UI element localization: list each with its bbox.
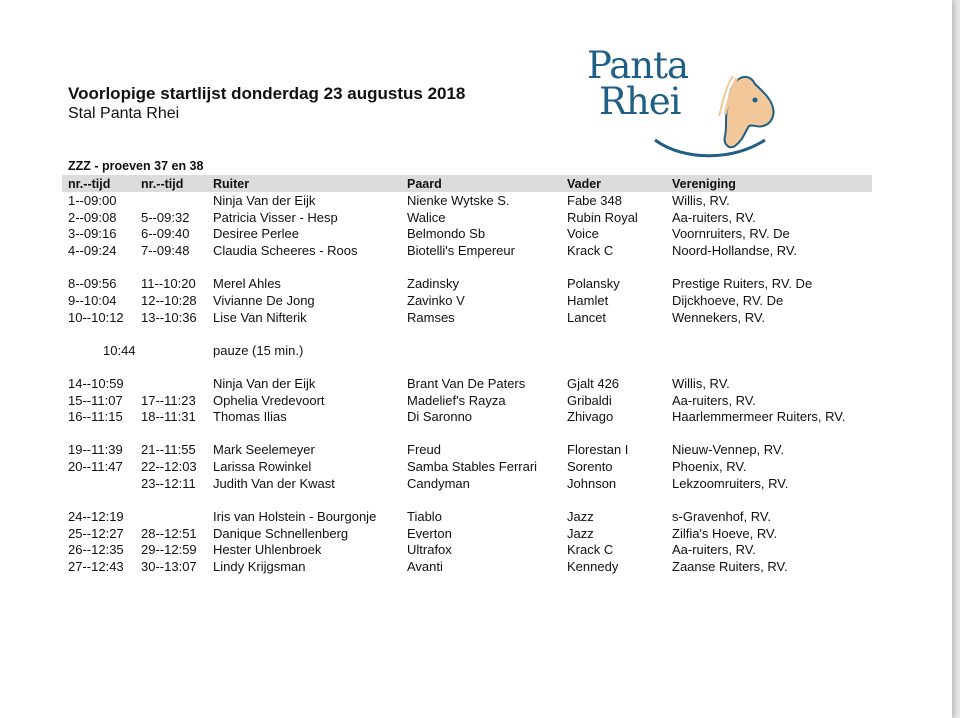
- vader-cell: Kennedy: [567, 559, 619, 574]
- start-nr-tijd-2: 18--11:31: [141, 409, 196, 424]
- ruiter-cell: Claudia Scheeres - Roos: [213, 243, 358, 258]
- start-nr-tijd-1: 10--10:12: [68, 310, 124, 325]
- ruiter-cell: Iris van Holstein - Bourgonje: [213, 509, 377, 524]
- ruiter-cell: Vivianne De Jong: [213, 293, 315, 308]
- vereniging-cell: Lekzoomruiters, RV.: [672, 476, 789, 491]
- ruiter-cell: Ninja Van der Eijk: [213, 376, 316, 391]
- vereniging-cell: Aa-ruiters, RV.: [672, 542, 756, 557]
- vader-cell: Krack C: [567, 542, 614, 557]
- header-vereniging: Vereniging: [672, 177, 736, 191]
- paard-cell: Everton: [407, 526, 452, 541]
- start-nr-tijd-2: 11--10:20: [141, 276, 196, 291]
- start-nr-tijd-1: 24--12:19: [68, 509, 124, 524]
- start-nr-tijd-2: 28--12:51: [141, 526, 197, 541]
- header-paard: Paard: [407, 177, 442, 191]
- ruiter-cell: Larissa Rowinkel: [213, 459, 312, 474]
- ruiter-cell: Thomas Ilias: [213, 409, 287, 424]
- ruiter-cell: Ophelia Vredevoort: [213, 393, 325, 408]
- header-nr-tijd-1: nr.--tijd: [68, 177, 111, 191]
- vereniging-cell: Wennekers, RV.: [672, 310, 765, 325]
- start-nr-tijd-1: 3--09:16: [68, 226, 117, 241]
- start-nr-tijd-2: 13--10:36: [141, 310, 197, 325]
- section-title: ZZZ - proeven 37 en 38: [68, 159, 204, 173]
- vader-cell: Johnson: [567, 476, 617, 491]
- start-nr-tijd-1: 26--12:35: [68, 542, 124, 557]
- vader-cell: Lancet: [567, 310, 607, 325]
- vader-cell: Voice: [567, 226, 599, 241]
- vereniging-cell: Willis, RV.: [672, 376, 730, 391]
- vader-cell: Rubin Royal: [567, 210, 638, 225]
- header-ruiter: Ruiter: [213, 177, 250, 191]
- ruiter-cell: Danique Schnellenberg: [213, 526, 349, 541]
- vader-cell: Hamlet: [567, 293, 609, 308]
- header-nr-tijd-2: nr.--tijd: [141, 177, 184, 191]
- start-nr-tijd-2: 30--13:07: [141, 559, 197, 574]
- vader-cell: Jazz: [567, 526, 594, 541]
- start-nr-tijd-1: 8--09:56: [68, 276, 117, 291]
- paard-cell: Freud: [407, 442, 441, 457]
- vereniging-cell: Noord-Hollandse, RV.: [672, 243, 798, 258]
- start-nr-tijd-1: 25--12:27: [68, 526, 124, 541]
- vereniging-cell: Zaanse Ruiters, RV.: [672, 559, 788, 574]
- start-nr-tijd-1: 14--10:59: [68, 376, 124, 391]
- vereniging-cell: s-Gravenhof, RV.: [672, 509, 771, 524]
- vader-cell: Florestan I: [567, 442, 629, 457]
- start-nr-tijd-1: 16--11:15: [68, 409, 123, 424]
- start-nr-tijd-2: 6--09:40: [141, 226, 190, 241]
- start-nr-tijd-1: 27--12:43: [68, 559, 124, 574]
- paard-cell: Biotelli's Empereur: [407, 243, 515, 258]
- start-nr-tijd-2: 21--11:55: [141, 442, 196, 457]
- vereniging-cell: Voornruiters, RV. De: [672, 226, 790, 241]
- ruiter-cell: Mark Seelemeyer: [213, 442, 315, 457]
- vereniging-cell: Aa-ruiters, RV.: [672, 210, 756, 225]
- start-nr-tijd-1: 9--10:04: [68, 293, 117, 308]
- ruiter-cell: Desiree Perlee: [213, 226, 299, 241]
- paard-cell: Nienke Wytske S.: [407, 193, 510, 208]
- vader-cell: Krack C: [567, 243, 614, 258]
- paard-cell: Di Saronno: [407, 409, 473, 424]
- ruiter-cell: Judith Van der Kwast: [213, 476, 335, 491]
- start-nr-tijd-2: 5--09:32: [141, 210, 190, 225]
- vereniging-cell: Zilfia's Hoeve, RV.: [672, 526, 778, 541]
- vader-cell: Sorento: [567, 459, 613, 474]
- page-title: Voorlopige startlijst donderdag 23 augustus 2018: [68, 84, 466, 103]
- ruiter-cell: Merel Ahles: [213, 276, 281, 291]
- paard-cell: Ultrafox: [407, 542, 452, 557]
- start-nr-tijd-2: 22--12:03: [141, 459, 197, 474]
- start-nr-tijd-2: 29--12:59: [141, 542, 197, 557]
- start-nr-tijd-1: 1--09:00: [68, 193, 117, 208]
- start-nr-tijd-1: 20--11:47: [68, 459, 123, 474]
- vereniging-cell: Haarlemmermeer Ruiters, RV.: [672, 409, 846, 424]
- paard-cell: Avanti: [407, 559, 443, 574]
- vereniging-cell: Dijckhoeve, RV. De: [672, 293, 784, 308]
- start-nr-tijd-1: 4--09:24: [68, 243, 117, 258]
- start-nr-tijd-1: 2--09:08: [68, 210, 117, 225]
- vader-cell: Fabe 348: [567, 193, 622, 208]
- paard-cell: Zadinsky: [407, 276, 460, 291]
- start-nr-tijd-2: 7--09:48: [141, 243, 190, 258]
- paard-cell: Tiablo: [407, 509, 442, 524]
- start-nr-tijd-2: 23--12:11: [141, 476, 196, 491]
- logo-text-rhei: Rhei: [599, 80, 681, 123]
- paard-cell: Ramses: [407, 310, 455, 325]
- vereniging-cell: Phoenix, RV.: [672, 459, 747, 474]
- start-nr-tijd-1: 15--11:07: [68, 393, 123, 408]
- paard-cell: Brant Van De Paters: [407, 376, 526, 391]
- vereniging-cell: Prestige Ruiters, RV. De: [672, 276, 813, 291]
- ruiter-cell: Ninja Van der Eijk: [213, 193, 316, 208]
- ruiter-cell: Hester Uhlenbroek: [213, 542, 322, 557]
- start-nr-tijd-2: 12--10:28: [141, 293, 197, 308]
- paard-cell: Samba Stables Ferrari: [407, 459, 538, 474]
- paard-cell: Madelief's Rayza: [407, 393, 506, 408]
- paard-cell: Walice: [407, 210, 446, 225]
- paard-cell: Belmondo Sb: [407, 226, 486, 241]
- ruiter-cell: Lise Van Nifterik: [213, 310, 307, 325]
- pause-time: 10:44: [103, 343, 136, 358]
- vader-cell: Gribaldi: [567, 393, 612, 408]
- panta-rhei-logo: [585, 44, 785, 162]
- header-vader: Vader: [567, 177, 602, 191]
- table-header: [62, 175, 872, 192]
- vereniging-cell: Aa-ruiters, RV.: [672, 393, 756, 408]
- start-nr-tijd-2: 17--11:23: [141, 393, 196, 408]
- start-nr-tijd-1: 19--11:39: [68, 442, 123, 457]
- vader-cell: Jazz: [567, 509, 594, 524]
- ruiter-cell: Patricia Visser - Hesp: [213, 210, 338, 225]
- vader-cell: Gjalt 426: [567, 376, 620, 391]
- pause-label: pauze (15 min.): [213, 343, 304, 358]
- ruiter-cell: Lindy Krijgsman: [213, 559, 306, 574]
- vader-cell: Polansky: [567, 276, 620, 291]
- vader-cell: Zhivago: [567, 409, 614, 424]
- vereniging-cell: Willis, RV.: [672, 193, 730, 208]
- page-subtitle: Stal Panta Rhei: [68, 105, 180, 122]
- paard-cell: Zavinko V: [407, 293, 465, 308]
- logo-text-panta: Panta: [587, 44, 689, 87]
- paard-cell: Candyman: [407, 476, 470, 491]
- vereniging-cell: Nieuw-Vennep, RV.: [672, 442, 785, 457]
